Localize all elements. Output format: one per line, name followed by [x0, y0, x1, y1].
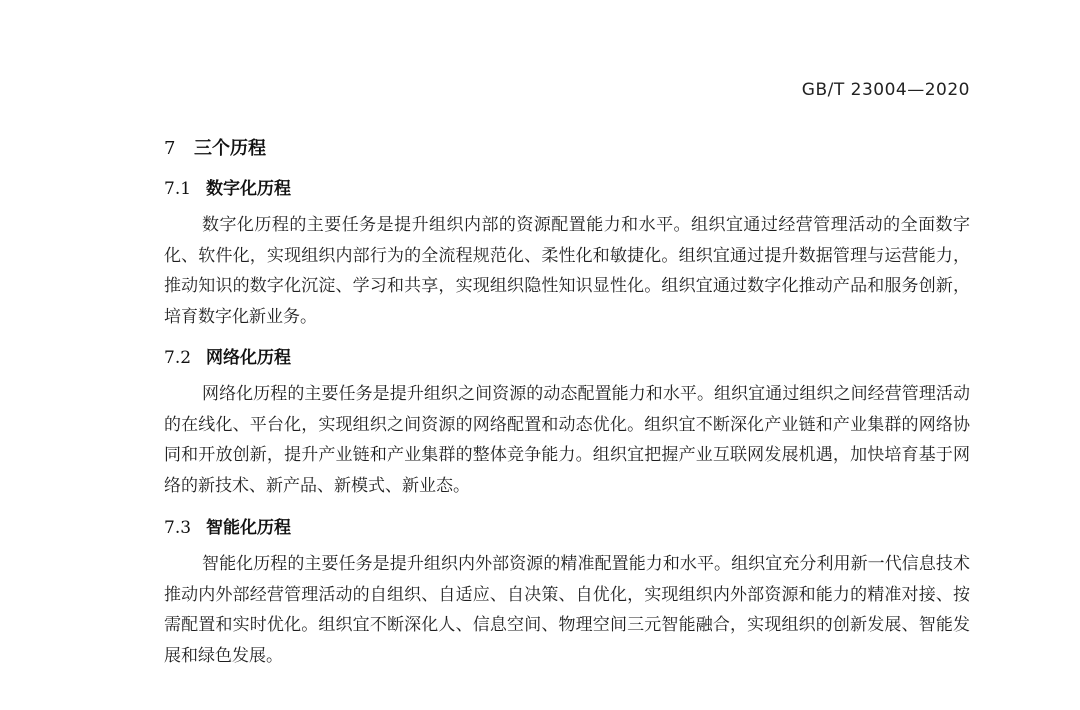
section-heading [164, 513, 970, 543]
chapter-number: 7 [164, 138, 176, 159]
standard-code: GB/T 23004—2020 [801, 80, 970, 100]
section-title: 数字化历程 [206, 179, 291, 199]
section-intelligentization [164, 513, 970, 671]
section-heading [164, 343, 970, 373]
section-digitalization [164, 174, 970, 332]
section-body: 数字化历程的主要任务是提升组织内部的资源配置能力和水平。组织宜通过经营管理活动的全面数字化、软件化，实现组织内部行为的全流程规范化、柔性化和敏捷化。组织宜通过提升数据管理与运营能力，推动知识的数字化沉淀、学习和共享，实现组织隐性知识显性化。组织宜通过数字化推动产品和服务创新，培育数字化新业务。 [164, 215, 970, 327]
section-number: 7.3 [164, 518, 192, 538]
section-number: 7.2 [164, 348, 192, 368]
section-body: 网络化历程的主要任务是提升组织之间资源的动态配置能力和水平。组织宜通过组织之间经营管理活动的在线化、平台化，实现组织之间资源的网络配置和动态优化。组织宜不断深化产业链和产业集群的网络协同和开放创新，提升产业链和产业集群的整体竞争能力。组织宜把握产业互联网发展机遇，加快培育基于网络的新技术、新产品、新模式、新业态。 [164, 384, 970, 496]
chapter-title: 三个历程 [194, 138, 266, 159]
section-title: 网络化历程 [206, 348, 291, 368]
section-body: 智能化历程的主要任务是提升组织内外部资源的精准配置能力和水平。组织宜充分利用新一代信息技术推动内外部经营管理活动的自组织、自适应、自决策、自优化，实现组织内外部资源和能力的精准对接、按需配置和实时优化。组织宜不断深化人、信息空间、物理空间三元智能融合，实现组织的创新发展、智能发展和绿色发展。 [164, 554, 970, 666]
section-heading [164, 174, 970, 204]
chapter-heading [164, 134, 266, 160]
section-networking [164, 343, 970, 501]
section-title: 智能化历程 [206, 518, 291, 538]
section-number: 7.1 [164, 179, 192, 199]
